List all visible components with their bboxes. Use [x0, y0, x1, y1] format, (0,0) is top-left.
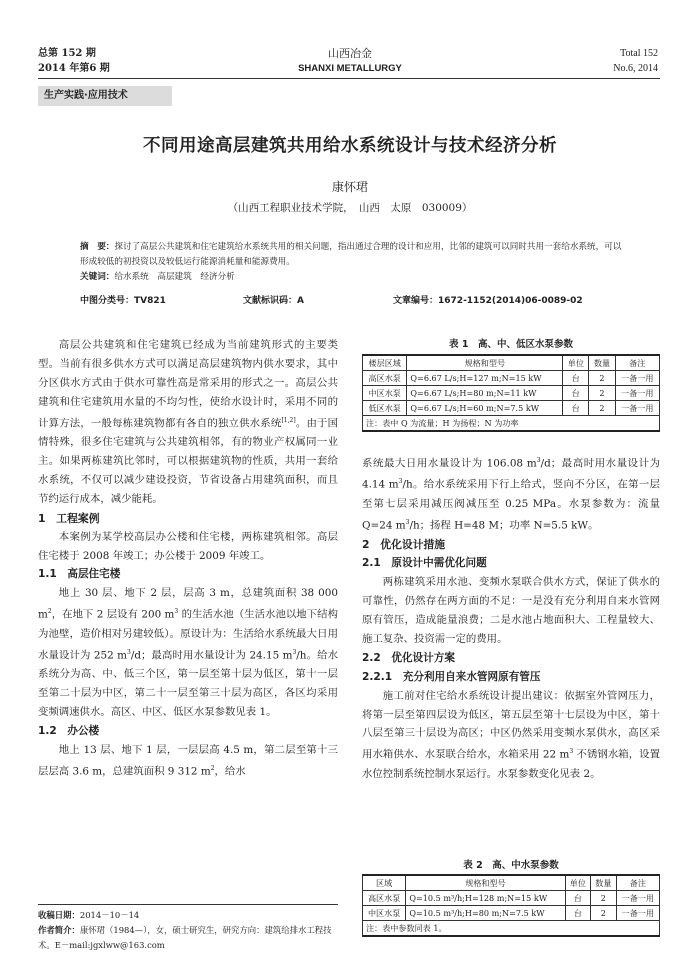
heading-1-1: 1.1 高层住宅楼 [38, 568, 121, 581]
table2-header: 区域 [363, 875, 406, 891]
heading-1-2: 1.2 办公楼 [38, 724, 100, 737]
paragraph-case: 本案例为某学校高层办公楼和住宅楼，两栋建筑相邻。高层住宅楼于 2008 年竣工；办公楼于 2009 年竣工。 [38, 530, 338, 562]
paragraph-office-cont: 系统最大日用水量设计为 106.08 $m^3/d$；最高时用水量设计为 4.14 $m^3/h$。给水系统采用下行上给式，竖向不分区，在第一层至第七层采用减压阀减压至 0.25 MPa。水泵参数为：流量 Q=24 $m^3/h$；扬程 H=48 M；功率 N=5.5 kW。 [362, 457, 660, 532]
table1-header: 楼层区域 [363, 355, 407, 371]
paragraph-problems: 两栋建筑采用水池、变频水泵联合供水方式，保证了供水的可靠性，仍然存在两方面的不足：一是没有充分利用自来水管网原有管压，造成能量浪费；二是水池占地面积大、工程量较大、施工复杂、投资需一定的费用。 [362, 576, 660, 645]
keywords: 给水系统 高层建筑 经济分析 [114, 272, 235, 282]
header-total-right: Total 152 [620, 48, 658, 59]
heading-2: 2 优化设计措施 [362, 538, 446, 552]
table1-header: 备注 [615, 355, 659, 371]
table-cell: Q=10.5 m³/h;H=128 m;N=15 kW [406, 891, 565, 906]
table2 [362, 874, 660, 937]
doc-label: 文献标识码： [243, 296, 298, 306]
article-no-label: 文章编号： [393, 296, 439, 306]
table-cell: 一备一用 [616, 906, 659, 921]
clc-row [80, 293, 166, 306]
author-bio-label: 作者简介： [38, 925, 80, 935]
doc-value: A [297, 296, 304, 306]
received-label: 收稿日期： [38, 910, 80, 920]
heading-1: 1 工程案例 [38, 511, 100, 525]
table2-header: 数量 [591, 875, 617, 891]
table2-header: 单位 [565, 875, 591, 891]
article-no-row [393, 293, 583, 306]
abstract-label: 摘 要： [80, 242, 115, 252]
article-title: 不同用途高层建筑共用给水系统设计与技术经济分析 [143, 136, 557, 156]
table2-note-row [363, 921, 660, 937]
table1-header: 单位 [563, 355, 589, 371]
table-cell: 高区水泵 [363, 891, 406, 906]
abstract-text: 探讨了高层公共建筑和住宅建筑给水系统共用的相关问题，指出通过合理的设计和应用，比邻的建筑可以同时共用一套给水系统，可以形成较低的初投资以及较低运行能源消耗量和能源费用。 [80, 242, 622, 267]
table-cell: 低区水泵 [363, 401, 407, 416]
table-cell: 高区水泵 [363, 371, 407, 386]
header-year-issue-left: 2014 年第6 期 [38, 63, 110, 74]
table-cell: 2 [591, 891, 617, 906]
article-affiliation: （山西工程职业技术学院， 山西 太原 030009） [227, 202, 473, 214]
table-cell: 2 [591, 906, 617, 921]
heading-2-1: 2.1 原设计中需优化问题 [362, 557, 487, 570]
author-bio: 康怀珺（1984—），女，硕士研究生，研究方向：建筑给排水工程技术。E－mail:jgxlww@163.com [38, 925, 332, 950]
heading-2-2: 2.2 优化设计方案 [362, 651, 455, 664]
abstract [80, 240, 622, 285]
table1-header: 规格和型号 [407, 355, 563, 371]
table-cell: Q=6.67 L/s;H=60 m;N=7.5 kW [407, 401, 563, 416]
table1 [362, 354, 660, 432]
table-cell: Q=6.67 L/s;H=80 m;N=11 kW [407, 386, 563, 401]
table-cell: Q=6.67 L/s;H=127 m;N=15 kW [407, 371, 563, 386]
header-journal-en: SHANXI METALLURGY [298, 63, 402, 74]
received-date: 2014－10－14 [79, 910, 140, 920]
table-cell: 台 [563, 386, 589, 401]
clc-value: TV821 [134, 296, 166, 306]
table-cell: 台 [565, 891, 591, 906]
table-row [363, 371, 660, 386]
clc-label: 中图分类号： [80, 296, 135, 306]
section-tag: 生产实践·应用技术 [38, 86, 172, 106]
header-journal-cn: 山西冶金 [328, 47, 372, 60]
table-cell: 台 [563, 401, 589, 416]
table2-title: 表 2 高、中水泵参数 [463, 860, 559, 871]
doc-code-row [243, 293, 304, 306]
paragraph-residential: 地上 30 层、地下 2 层，层高 3 m，总建筑面积 38 000 $m^2$，在地下 2 层设有 200 $m^3$ 的生活水池（生活水池以地下结构为池壁，造价相对另建较低）。原设计为：生活给水系统最大日用水量设计为 252 $m^3/d$；最高时用水量设计为 24.15 $m^3/h$。给水系统分为高、中、低三个区，第一层至第十层为低区，第十一层至第二十层为中区，第二十一层至第三十层为高区，各区均采用变频调速供水。高区、中区、低区水泵参数见表 1。 [38, 587, 338, 718]
table-cell: 台 [565, 906, 591, 921]
header-issue-left: 总第 152 期 [38, 48, 96, 59]
right-column [362, 452, 660, 784]
table-row [363, 401, 660, 416]
table-cell: 一备一用 [615, 401, 659, 416]
table-cell: 中区水泵 [363, 386, 407, 401]
footnote-rule [38, 904, 338, 905]
header-rule [38, 78, 660, 79]
table2-header-row [363, 875, 660, 891]
table-row [363, 386, 660, 401]
table-cell: 一备一用 [615, 386, 659, 401]
table-cell: 中区水泵 [363, 906, 406, 921]
table1-header: 数量 [589, 355, 615, 371]
paragraph-plan: 施工前对住宅给水系统设计提出建议：依据室外管网压力，将第一层至第四层设为低区，第五层至第十七层设为中区，第十八层至第三十层设为高区；中区仍然采用变频水泵供水，高区采用水箱供水、水泵联合给水，水箱采用 22 $m^3$ 不锈钢水箱，设置水位控制系统控制水泵运行。水泵参数变化见表 2。 [362, 689, 660, 780]
table-row [363, 906, 660, 921]
table-cell: 2 [589, 371, 615, 386]
table1-header-row [363, 355, 660, 371]
citation-ref: [1,2] [281, 416, 296, 424]
table1-title: 表 1 高、中、低区水泵参数 [449, 339, 573, 350]
table-cell: 2 [589, 386, 615, 401]
table-cell: 台 [563, 371, 589, 386]
table1-note-row [363, 416, 660, 432]
keywords-label: 关键词： [80, 272, 115, 282]
table2-header: 规格和型号 [406, 875, 565, 891]
table-cell: Q=10.5 m³/h;H=80 m;N=7.5 kW [406, 906, 565, 921]
table-cell: 2 [589, 401, 615, 416]
table-cell: 一备一用 [616, 891, 659, 906]
paragraph-office: 地上 13 层、地下 1 层，一层层高 4.5 m，第二层至第十三层层高 3.6 m，总建筑面积 9 312 $m^2$，给水 [38, 743, 338, 778]
footnote [38, 908, 338, 953]
table2-header: 备注 [616, 875, 659, 891]
table1-note: 注：表中 Q 为流量；H 为扬程；N 为功率 [363, 416, 660, 432]
table-cell: 一备一用 [615, 371, 659, 386]
header-no-right: No.6, 2014 [613, 63, 658, 74]
article-author: 康怀珺 [331, 180, 368, 194]
heading-2-2-1: 2.2.1 充分利用自来水管网原有管压 [362, 670, 541, 683]
table-row [363, 891, 660, 906]
article-no-value: 1672-1152(2014)06-0089-02 [438, 296, 583, 306]
table2-note: 注：表中参数同表 1。 [363, 921, 660, 937]
left-column [38, 336, 338, 781]
paragraph-intro: 高层公共建筑和住宅建筑已经成为当前建筑形式的主要类型。当前有很多供水方式可以满足高层建筑物内供水要求，其中分区供水方式由于供水可靠性高是常采用的形式之一。高层公共建筑和住宅建筑用水量的不均匀性，使给水设计时，采用不同的计算方法，一般每栋建筑物都有各自的独立供水系统[1,2]。由于国情特殊，很多住宅建筑与公共建筑相邻，有的物业产权属同一业主。如果两栋建筑比邻时，可以根据建筑物的性质，共用一套给水系统，不仅可以减少建设投资，节省设备占用建筑面积，而且节约运行成本，减少能耗。 [38, 339, 339, 505]
